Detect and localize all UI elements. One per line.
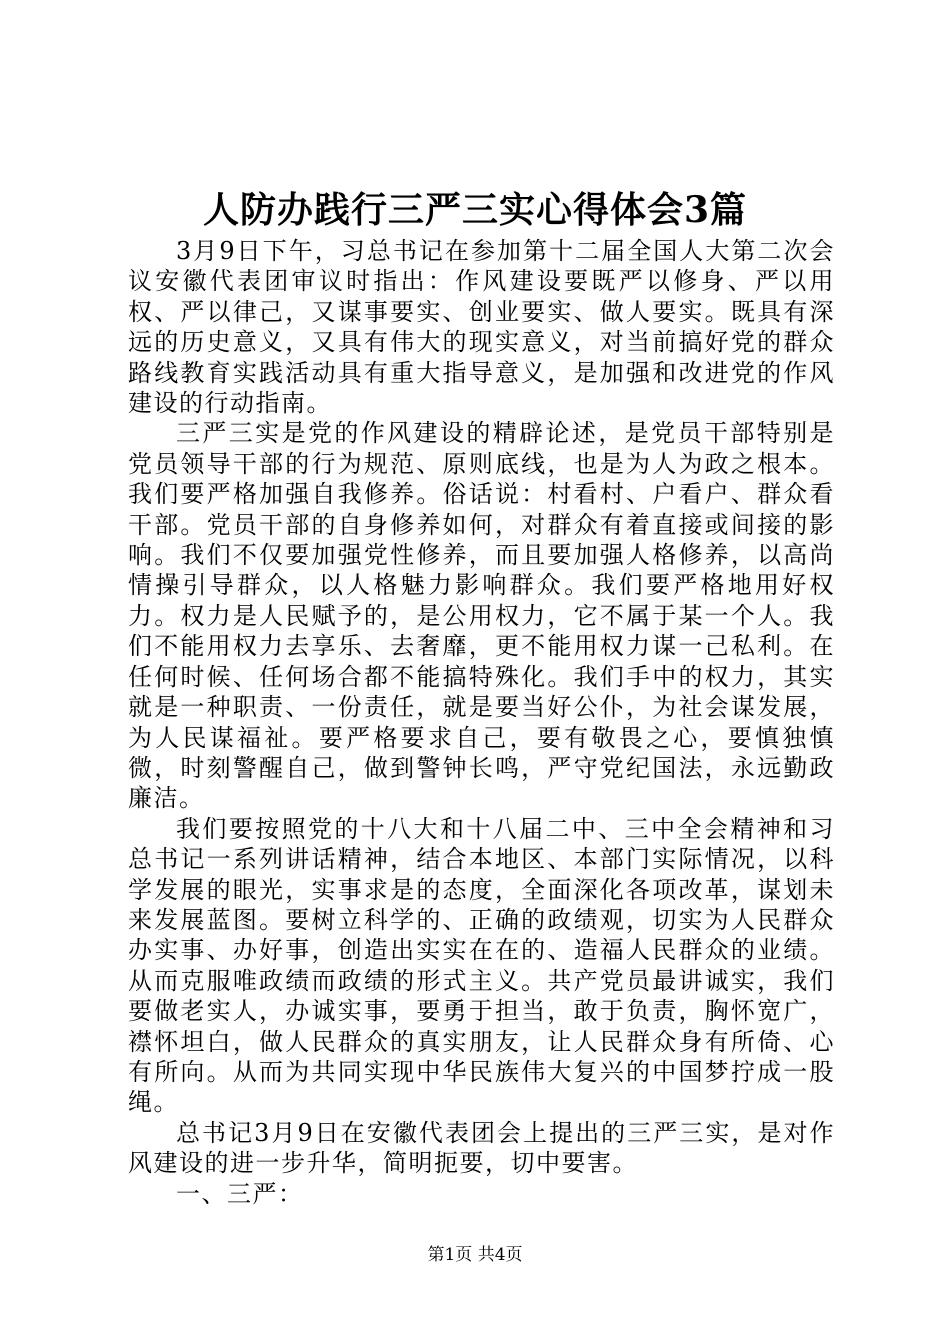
- document-body: [128, 236, 835, 1209]
- paragraph-1: 3月9日下午，习总书记在参加第十二届全国人大第二次会议安徽代表团审议时指出：作风建设要既严以修身、严以用权、严以律己，又谋事要实、创业要实、做人要实。既具有深远的历史意义，又具有伟大的现实意义，对当前搞好党的群众路线教育实践活动具有重大指导意义，是加强和改进党的作风建设的行动指南。: [128, 237, 835, 418]
- document-title: 人防办践行三严三实心得体会3篇: [202, 189, 748, 231]
- paragraph-4: 总书记3月9日在安徽代表团会上提出的三严三实，是对作风建设的进一步升华，简明扼要，切中要害。: [128, 1118, 835, 1178]
- page-number-footer: 第1页 共4页: [427, 1245, 523, 1265]
- paragraph-2: 三严三实是党的作风建设的精辟论述，是党员干部特别是党员领导干部的行为规范、原则底线，也是为人为政之根本。我们要严格加强自我修养。俗话说：村看村、户看户、群众看干部。党员干部的自身修养如何，对群众有着直接或间接的影响。我们不仅要加强党性修养，而且要加强人格修养，以高尚情操引导群众，以人格魅力影响群众。我们要严格地用好权力。权力是人民赋予的，是公用权力，它不属于某一个人。我们不能用权力去享乐、去奢靡，更不能用权力谋一己私利。在任何时候、任何场合都不能搞特殊化。我们手中的权力，其实就是一种职责、一份责任，就是要当好公仆，为社会谋发展，为人民谋福祉。要严格要求自己，要有敬畏之心，要慎独慎微，时刻警醒自己，做到警钟长鸣，严守党纪国法，永远勤政廉洁。: [128, 419, 835, 813]
- section-heading-san-yan: 一、三严：: [176, 1179, 304, 1208]
- paragraph-3: 我们要按照党的十八大和十八届二中、三中全会精神和习总书记一系列讲话精神，结合本地区、本部门实际情况，以科学发展的眼光，实事求是的态度，全面深化各项改革，谋划未来发展蓝图。要树立科学的、正确的政绩观，切实为人民群众办实事、办好事，创造出实实在在的、造福人民群众的业绩。从而克服唯政绩而政绩的形式主义。共产党员最讲诚实，我们要做老实人，办诚实事，要勇于担当，敢于负责，胸怀宽广，襟怀坦白，做人民群众的真实朋友，让人民群众身有所倚、心有所向。从而为共同实现中华民族伟大复兴的中国梦拧成一股绳。: [128, 814, 835, 1117]
